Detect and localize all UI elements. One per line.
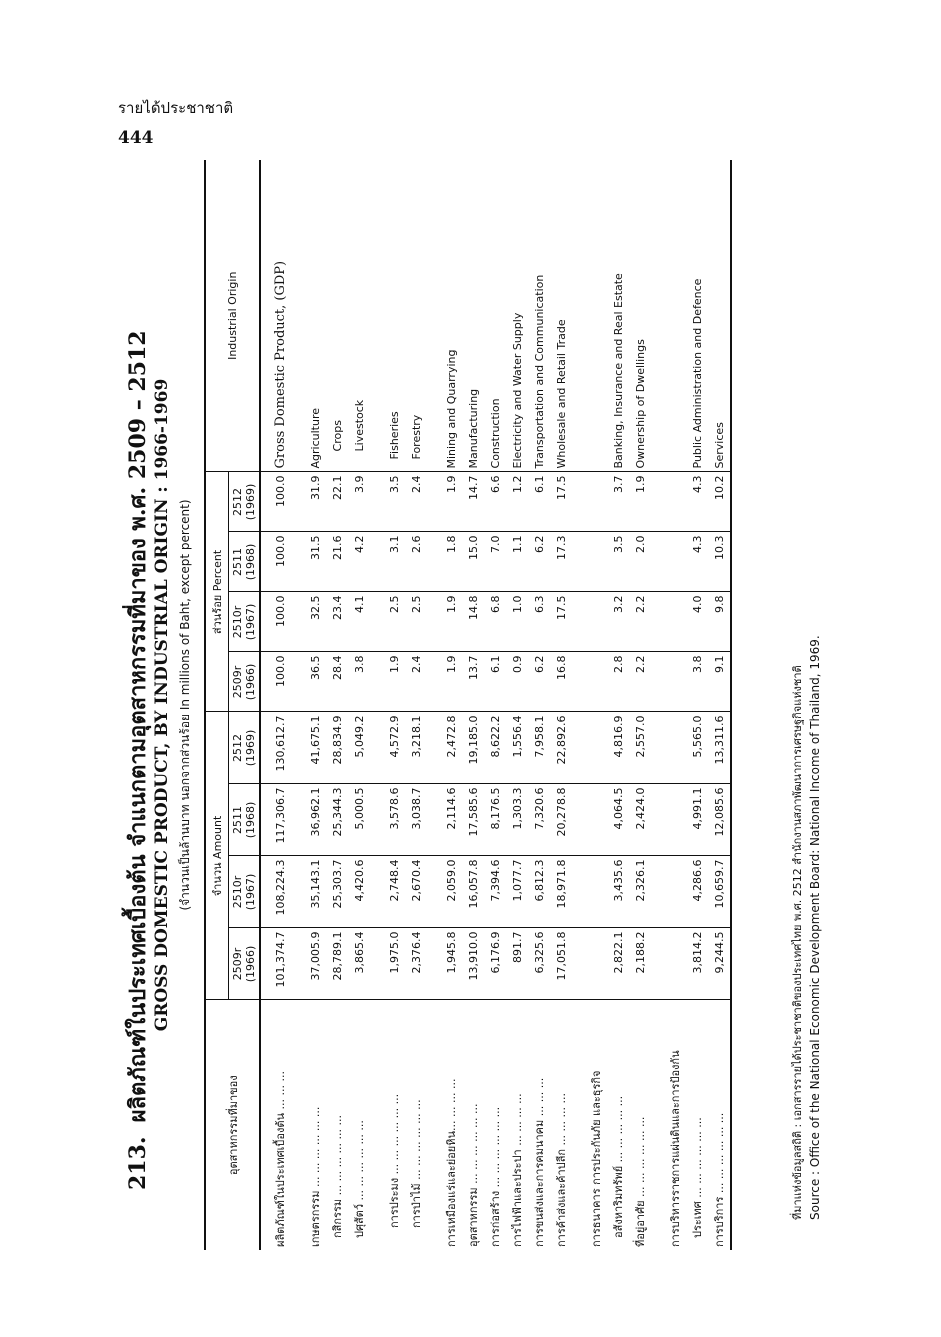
amount-cell: 8,176.5 xyxy=(484,784,506,856)
percent-cell: 17.5 xyxy=(550,472,572,532)
percent-cell: 16.8 xyxy=(550,652,572,712)
percent-cell: 4.1 xyxy=(348,592,370,652)
percent-cell: 14.7 xyxy=(462,472,484,532)
percent-cell: 1.2 xyxy=(506,472,528,532)
percent-cell: 10.3 xyxy=(708,532,731,592)
gdp-table xyxy=(204,160,732,1250)
amount-year-header xyxy=(229,712,261,784)
amount-cell: 1,945.8 xyxy=(440,928,462,1000)
amount-cell xyxy=(664,856,686,928)
percent-cell: 2.2 xyxy=(629,592,651,652)
amount-cell: 117,306.7 xyxy=(260,784,291,856)
row-label-thai: การประมง ... ... ... ... ... ... xyxy=(388,1093,401,1228)
amount-cell: 4,991.1 xyxy=(686,784,708,856)
percent-cell: 1.9 xyxy=(629,472,651,532)
percent-cell: 9.1 xyxy=(708,652,731,712)
percent-cell: 13.7 xyxy=(462,652,484,712)
percent-cell: 3.5 xyxy=(383,472,405,532)
percent-cell: 15.0 xyxy=(462,532,484,592)
amount-cell: 5,565.0 xyxy=(686,712,708,784)
year-ad: (1968) xyxy=(244,801,257,839)
table-row xyxy=(383,160,405,1250)
amount-cell: 6,325.6 xyxy=(528,928,550,1000)
percent-cell: 31.9 xyxy=(304,472,326,532)
amount-cell: 101,374.7 xyxy=(260,928,291,1000)
amount-cell: 7,320.6 xyxy=(528,784,550,856)
table-row xyxy=(462,160,484,1250)
row-label-thai: กสิกรรม ... ... ... ... ... ... xyxy=(331,1114,344,1238)
year-ad: (1969) xyxy=(244,483,257,521)
amount-cell: 891.7 xyxy=(506,928,528,1000)
year-be: 2511 xyxy=(231,548,244,576)
spacer-row xyxy=(651,160,664,1250)
percent-cell: 6.8 xyxy=(484,592,506,652)
year-be: 2510r xyxy=(231,875,244,909)
percent-cell: 6.2 xyxy=(528,532,550,592)
table-row xyxy=(348,160,370,1250)
row-label-thai: อุตสาหกรรม ... ... ... ... ... ... xyxy=(467,1103,480,1247)
row-label-english: Fisheries xyxy=(383,160,405,472)
year-ad: (1967) xyxy=(244,873,257,911)
amount-cell: 41,675.1 xyxy=(304,712,326,784)
amount-cell: 10,659.7 xyxy=(708,856,731,928)
percent-cell xyxy=(664,652,686,712)
source-note-english: Source : Office of the National Economic Development Board: National Income of Thailand, 1969. xyxy=(808,635,822,1220)
percent-cell xyxy=(664,532,686,592)
percent-cell: 2.4 xyxy=(405,472,427,532)
percent-cell: 3.5 xyxy=(607,532,629,592)
table-row xyxy=(260,160,291,1250)
percent-cell: 2.5 xyxy=(383,592,405,652)
row-label-english: Transportation and Communication xyxy=(528,160,550,472)
amount-cell: 6,812.3 xyxy=(528,856,550,928)
percent-cell: 6.1 xyxy=(484,652,506,712)
amount-cell: 13,311.6 xyxy=(708,712,731,784)
amount-cell: 7,394.6 xyxy=(484,856,506,928)
table-row xyxy=(550,160,572,1250)
table-title-thai-line xyxy=(120,160,155,1250)
amount-cell: 13,910.0 xyxy=(462,928,484,1000)
row-label-thai: การขนส่งและการคมนาคม ... ... ... xyxy=(533,1077,546,1247)
amount-cell xyxy=(664,712,686,784)
year-be: 2512 xyxy=(231,488,244,516)
percent-group-header: ส่วนร้อย Percent xyxy=(205,472,229,712)
amount-cell: 7,958.1 xyxy=(528,712,550,784)
year-ad: (1968) xyxy=(244,543,257,581)
amount-cell: 6,176.9 xyxy=(484,928,506,1000)
table-row xyxy=(484,160,506,1250)
amount-cell: 20,278.8 xyxy=(550,784,572,856)
percent-cell: 4.2 xyxy=(348,532,370,592)
year-ad: (1969) xyxy=(244,729,257,767)
percent-cell: 21.6 xyxy=(326,532,348,592)
row-label-thai: อสังหาริมทรัพย์ ... ... ... ... ... xyxy=(612,1095,625,1238)
amount-cell: 8,622.2 xyxy=(484,712,506,784)
amount-cell: 1,303.3 xyxy=(506,784,528,856)
percent-cell: 6.2 xyxy=(528,652,550,712)
percent-cell: 6.6 xyxy=(484,472,506,532)
percent-cell: 2.0 xyxy=(629,532,651,592)
percent-cell: 100.0 xyxy=(260,592,291,652)
amount-cell: 36,962.1 xyxy=(304,784,326,856)
percent-cell: 1.0 xyxy=(506,592,528,652)
percent-cell: 1.9 xyxy=(440,592,462,652)
amount-cell: 2,326.1 xyxy=(629,856,651,928)
amount-year-header xyxy=(229,856,261,928)
amount-cell: 17,051.8 xyxy=(550,928,572,1000)
row-label-english: Gross Domestic Product, (GDP) xyxy=(260,160,291,472)
column-header-english: Industrial Origin xyxy=(205,160,260,472)
row-label-english: Wholesale and Retail Trade xyxy=(550,160,572,472)
percent-cell: 0.9 xyxy=(506,652,528,712)
amount-group-header: จำนวน Amount xyxy=(205,712,229,1000)
table-row xyxy=(629,160,651,1250)
amount-cell xyxy=(664,784,686,856)
row-label-thai: ประเทศ ... ... ... ... ... ... xyxy=(691,1117,704,1238)
percent-cell: 17.3 xyxy=(550,532,572,592)
amount-cell: 2,059.0 xyxy=(440,856,462,928)
table-row xyxy=(326,160,348,1250)
amount-cell: 17,585.6 xyxy=(462,784,484,856)
spacer-row xyxy=(370,160,383,1250)
table-row xyxy=(440,160,462,1250)
percent-cell: 2.4 xyxy=(405,652,427,712)
amount-cell: 19,185.0 xyxy=(462,712,484,784)
year-be: 2512 xyxy=(231,734,244,762)
table-row xyxy=(664,160,686,1250)
amount-cell: 3,814.2 xyxy=(686,928,708,1000)
percent-cell: 100.0 xyxy=(260,532,291,592)
amount-cell: 2,376.4 xyxy=(405,928,427,1000)
table-title-thai: ผลิตภัณฑ์ในประเทศเบื้องต้น จำแนกตามอุตสาหกรรมที่มาของ พ.ศ. 2509 – 2512 xyxy=(125,330,151,1123)
percent-cell: 2.2 xyxy=(629,652,651,712)
amount-cell: 35,143.1 xyxy=(304,856,326,928)
row-label-english: Ownership of Dwellings xyxy=(629,160,651,472)
row-label-thai: การเหมืองแร่และย่อยหิน... ... ... ... xyxy=(445,1078,458,1247)
amount-cell: 1,975.0 xyxy=(383,928,405,1000)
percent-cell: 2.6 xyxy=(405,532,427,592)
percent-cell: 3.1 xyxy=(383,532,405,592)
amount-cell: 2,822.1 xyxy=(607,928,629,1000)
table-row xyxy=(528,160,550,1250)
spacer-row xyxy=(427,160,440,1250)
amount-cell: 1,556.4 xyxy=(506,712,528,784)
row-label-thai: ที่อยู่อาศัย ... ... ... ... ... ... xyxy=(634,1116,647,1247)
percent-cell: 6.1 xyxy=(528,472,550,532)
row-label-english: Mining and Quarrying xyxy=(440,160,462,472)
percent-cell: 3.8 xyxy=(686,652,708,712)
amount-cell: 28,834.9 xyxy=(326,712,348,784)
percent-cell xyxy=(585,592,607,652)
percent-cell: 1.9 xyxy=(440,652,462,712)
percent-cell xyxy=(585,652,607,712)
amount-cell: 1,077.7 xyxy=(506,856,528,928)
amount-cell: 18,971.8 xyxy=(550,856,572,928)
source-note-thai: ที่มาแห่งข้อมูลสถิติ : เอกสารรายได้ประชาชาติของประเทศไทย พ.ศ. 2512 สำนักงานสภาพัฒนาการเศรษฐกิจแห่งชาติ xyxy=(791,665,804,1220)
amount-cell: 130,612.7 xyxy=(260,712,291,784)
amount-cell: 3,435.6 xyxy=(607,856,629,928)
row-label-english: Crops xyxy=(326,160,348,472)
amount-cell: 2,472.8 xyxy=(440,712,462,784)
percent-cell: 4.0 xyxy=(686,592,708,652)
year-ad: (1967) xyxy=(244,603,257,641)
row-label-thai: การบริหารราชการแผ่นดินและการป้องกัน xyxy=(669,1050,682,1247)
table-row xyxy=(304,160,326,1250)
row-label-english: Agriculture xyxy=(304,160,326,472)
amount-cell: 2,188.2 xyxy=(629,928,651,1000)
row-label-thai: ปศุสัตว์ ... ... ... ... ... ... xyxy=(353,1120,366,1238)
amount-cell: 3,865.4 xyxy=(348,928,370,1000)
section-label: รายได้ประชาชาติ xyxy=(118,99,234,117)
table-row xyxy=(405,160,427,1250)
year-be: 2509r xyxy=(231,947,244,981)
amount-cell: 4,420.6 xyxy=(348,856,370,928)
amount-cell xyxy=(585,784,607,856)
amount-cell: 2,114.6 xyxy=(440,784,462,856)
spacer-row xyxy=(291,160,304,1250)
percent-cell xyxy=(664,472,686,532)
percent-cell: 23.4 xyxy=(326,592,348,652)
amount-cell: 5,000.5 xyxy=(348,784,370,856)
percent-cell: 3.7 xyxy=(607,472,629,532)
amount-cell: 37,005.9 xyxy=(304,928,326,1000)
row-label-english: Electricity and Water Supply xyxy=(506,160,528,472)
row-label-english: Forestry xyxy=(405,160,427,472)
year-be: 2510r xyxy=(231,605,244,639)
percent-cell xyxy=(585,472,607,532)
percent-cell: 9.8 xyxy=(708,592,731,652)
amount-cell: 4,286.6 xyxy=(686,856,708,928)
amount-cell: 25,303.7 xyxy=(326,856,348,928)
amount-cell: 28,789.1 xyxy=(326,928,348,1000)
rotated-table-block xyxy=(120,160,850,1250)
amount-cell: 4,572.9 xyxy=(383,712,405,784)
percent-year-header xyxy=(229,652,261,712)
table-header xyxy=(205,160,260,1250)
percent-cell: 4.3 xyxy=(686,532,708,592)
table-number: 213. xyxy=(125,1136,151,1190)
row-label-english: Livestock xyxy=(348,160,370,472)
amount-cell: 3,038.7 xyxy=(405,784,427,856)
row-label-english xyxy=(585,160,607,472)
percent-cell: 3.2 xyxy=(607,592,629,652)
percent-cell xyxy=(664,592,686,652)
row-label-thai: การป่าไม้ ... ... ... ... ... ... xyxy=(410,1099,423,1228)
amount-cell: 108,224.3 xyxy=(260,856,291,928)
spacer-row xyxy=(572,160,585,1250)
amount-cell: 2,670.4 xyxy=(405,856,427,928)
percent-cell: 7.0 xyxy=(484,532,506,592)
amount-year-header xyxy=(229,928,261,1000)
amount-cell: 12,085.6 xyxy=(708,784,731,856)
table-body xyxy=(260,160,731,1250)
amount-cell: 9,244.5 xyxy=(708,928,731,1000)
table-title-english: GROSS DOMESTIC PRODUCT, BY INDUSTRIAL ORIGIN : 1966-1969 xyxy=(152,378,172,1032)
amount-cell: 2,424.0 xyxy=(629,784,651,856)
row-label-english xyxy=(664,160,686,472)
percent-cell: 100.0 xyxy=(260,472,291,532)
amount-cell: 2,748.4 xyxy=(383,856,405,928)
table-row xyxy=(708,160,731,1250)
page-number: 444 xyxy=(118,128,154,148)
percent-cell: 31.5 xyxy=(304,532,326,592)
amount-cell xyxy=(585,856,607,928)
percent-cell: 2.8 xyxy=(607,652,629,712)
percent-year-header xyxy=(229,472,261,532)
amount-cell: 4,816.9 xyxy=(607,712,629,784)
row-label-thai: การค้าส่งและค้าปลีก ... ... ... ... xyxy=(555,1093,568,1247)
percent-cell: 14.8 xyxy=(462,592,484,652)
table-row xyxy=(607,160,629,1250)
percent-cell: 1.1 xyxy=(506,532,528,592)
percent-cell: 2.5 xyxy=(405,592,427,652)
row-label-english: Manufacturing xyxy=(462,160,484,472)
row-label-thai: การบริการ ... ... ... ... ... ... xyxy=(713,1112,726,1247)
year-be: 2511 xyxy=(231,806,244,834)
row-label-english: Banking, Insurance and Real Estate xyxy=(607,160,629,472)
amount-cell: 16,057.8 xyxy=(462,856,484,928)
year-ad: (1966) xyxy=(244,945,257,983)
row-label-english: Public Administration and Defence xyxy=(686,160,708,472)
amount-cell xyxy=(585,928,607,1000)
amount-cell xyxy=(664,928,686,1000)
percent-cell: 17.5 xyxy=(550,592,572,652)
percent-cell: 6.3 xyxy=(528,592,550,652)
year-be: 2509r xyxy=(231,665,244,699)
percent-cell: 22.1 xyxy=(326,472,348,532)
amount-cell: 2,557.0 xyxy=(629,712,651,784)
row-label-thai: การธนาคาร การประกันภัย และธุรกิจ xyxy=(590,1070,603,1247)
percent-year-header xyxy=(229,532,261,592)
percent-cell: 10.2 xyxy=(708,472,731,532)
amount-cell xyxy=(585,712,607,784)
row-label-english: Services xyxy=(708,160,731,472)
row-label-thai: การก่อสร้าง ... ... ... ... ... ... xyxy=(489,1106,502,1247)
percent-cell: 3.8 xyxy=(348,652,370,712)
table-unit-note: (จำนวนเป็นล้านบาท นอกจากส่วนร้อย In millions of Baht, except percent) xyxy=(178,499,192,911)
row-label-thai: การไฟฟ้าและประปา ... ... ... ... xyxy=(511,1093,524,1247)
percent-cell: 28.4 xyxy=(326,652,348,712)
row-label-thai: ผลิตภัณฑ์ในประเทศเบื้องต้น ... ... ... xyxy=(274,1071,287,1247)
column-header-thai: อุตสาหกรรมที่มาของ xyxy=(205,1000,260,1250)
amount-cell: 3,218.1 xyxy=(405,712,427,784)
amount-year-header xyxy=(229,784,261,856)
amount-cell: 5,049.2 xyxy=(348,712,370,784)
table-row xyxy=(506,160,528,1250)
table-row xyxy=(585,160,607,1250)
row-label-thai: เกษตรกรรม ... ... ... ... ... ... xyxy=(309,1106,322,1247)
percent-cell: 100.0 xyxy=(260,652,291,712)
table-row xyxy=(686,160,708,1250)
percent-cell: 1.9 xyxy=(383,652,405,712)
percent-cell: 1.9 xyxy=(440,472,462,532)
percent-cell: 1.8 xyxy=(440,532,462,592)
amount-cell: 4,064.5 xyxy=(607,784,629,856)
percent-cell: 32.5 xyxy=(304,592,326,652)
percent-cell: 36.5 xyxy=(304,652,326,712)
amount-cell: 25,344.3 xyxy=(326,784,348,856)
percent-year-header xyxy=(229,592,261,652)
row-label-english: Construction xyxy=(484,160,506,472)
amount-cell: 22,892.6 xyxy=(550,712,572,784)
percent-cell xyxy=(585,532,607,592)
year-ad: (1966) xyxy=(244,663,257,701)
amount-cell: 3,578.6 xyxy=(383,784,405,856)
percent-cell: 3.9 xyxy=(348,472,370,532)
percent-cell: 4.3 xyxy=(686,472,708,532)
